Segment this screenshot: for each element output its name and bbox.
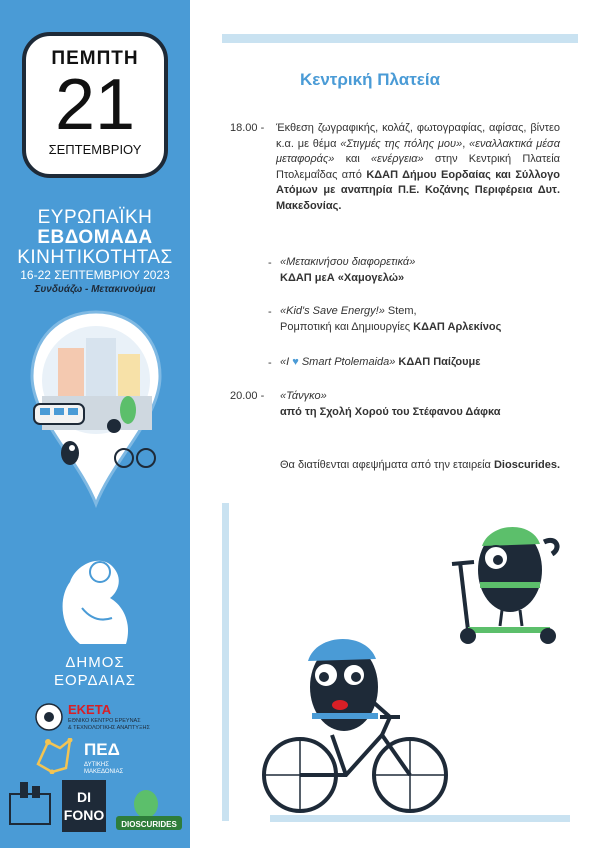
date-day: ΠΕΜΠΤΗ <box>51 48 139 69</box>
week-dates: 16-22 ΣΕΠΤΕΜΒΡΙΟΥ 2023 <box>20 268 170 282</box>
bicycle-character-illustration <box>262 625 452 820</box>
sub-2-org: ΚΔΑΠ Αρλεκίνος <box>413 320 502 333</box>
event-2-time: 20.00 - <box>230 390 265 402</box>
event-2-title: «Τάνγκο» <box>280 390 327 402</box>
ped-name: ΠΕΔ <box>84 740 120 759</box>
sub-1-title: «Μετακινήσου διαφορετικά» <box>280 256 416 268</box>
event-1-description: Έκθεση ζωγραφικής, κολάζ, φωτογραφίας, αφίσας, βίντεο κ.α. με θέμα «Στιγμές της πόλης μου», «εναλλακτικά μέσα μεταφοράς» και «ενέργεια» στην Κεντρική Πλατεία Πτολεμαΐδας από ΚΔΑΠ Δήμου Εορδαίας και Σύλλογο Ατόμων με αναπηρία Π.Ε. Κοζάνης Περιφέρεια Δυτ. Μακεδονίας. <box>276 122 561 212</box>
scooter-character-illustration <box>440 512 570 652</box>
week-title-line2: ΕΒΔΟΜΑΔΑ <box>37 227 153 248</box>
ped-subtitle: ΔΥΤΙΚΗΣ ΜΑΚΕΔΟΝΙΑΣ <box>84 762 124 775</box>
top-accent-bar <box>222 34 578 43</box>
sub-3-org: ΚΔΑΠ Παίζουμε <box>395 356 481 368</box>
sub-event-1 <box>280 255 560 287</box>
date-month: ΣΕΠΤΕΜΒΡΙΟΥ <box>48 142 142 157</box>
winery-logo <box>10 782 50 824</box>
sub-event-2: «Kid's Save Energy!» Stem, Ρομποτική και Δημιουργίες ΚΔΑΠ Αρλεκίνος <box>280 305 502 333</box>
sub-3-dash: - <box>268 357 272 369</box>
sub-1-dash: - <box>268 257 272 269</box>
week-slogan: Συνδυάζω - Μετακινούμαι <box>34 284 156 295</box>
ped-logo <box>34 738 124 775</box>
svg-text:FONO: FONO <box>63 807 105 823</box>
heart-icon: ♥ <box>292 356 299 368</box>
municipality-name-line1: ΔΗΜΟΣ <box>65 654 125 671</box>
location-title: Κεντρική Πλατεία <box>300 70 441 89</box>
event-2-org: από τη Σχολή Χορού του Στέφανου Δάφκα <box>280 405 501 418</box>
svg-text:DI: DI <box>77 789 91 805</box>
sub-event-3: «I ♥ Smart Ptolemaida» ΚΔΑΠ Παίζουμε <box>280 356 481 368</box>
left-accent-bar <box>222 503 229 821</box>
event-2 <box>230 389 560 423</box>
sub-2-dash: - <box>268 306 272 318</box>
refreshments-note: Θα διατίθενται αφεψήματα από την εταιρεία Dioscurides. <box>280 459 561 471</box>
sub-2-title: «Kid's Save Energy!» <box>280 305 385 317</box>
week-title-line3: ΚΙΝΗΤΙΚΟΤΗΤΑΣ <box>17 247 173 268</box>
sponsor-logos <box>6 780 186 838</box>
mobility-pin-illustration <box>28 308 164 508</box>
date-box <box>22 32 168 178</box>
event-1-time: 18.00 - <box>230 122 265 134</box>
note-company: Dioscurides. <box>493 459 561 471</box>
dioscurides-logo <box>116 790 182 830</box>
date-number: 21 <box>54 65 136 145</box>
svg-text:DIOSCURIDES: DIOSCURIDES <box>121 820 177 829</box>
difono-logo <box>62 780 106 832</box>
sidebar <box>0 0 190 848</box>
sub-3-title: Smart Ptolemaida» <box>298 356 396 368</box>
eketa-logo <box>34 702 150 732</box>
week-title-line1: ΕΥΡΩΠΑΪΚΗ <box>37 207 153 228</box>
municipality-name-line2: ΕΟΡΔΑΙΑΣ <box>53 672 137 689</box>
sub-1-org: ΚΔΑΠ μεΑ «Χαμογελώ» <box>280 271 405 284</box>
event-1 <box>230 121 560 246</box>
eketa-subtitle: ΕΘΝΙΚΟ ΚΕΝΤΡΟ ΕΡΕΥΝΑΣ & ΤΕΧΝΟΛΟΓΙΚΗΣ ΑΝΑΠΤΥΞΗΣ <box>68 718 150 731</box>
eketa-name: ΕΚΕΤΑ <box>68 702 112 717</box>
municipality-logo <box>40 548 150 652</box>
